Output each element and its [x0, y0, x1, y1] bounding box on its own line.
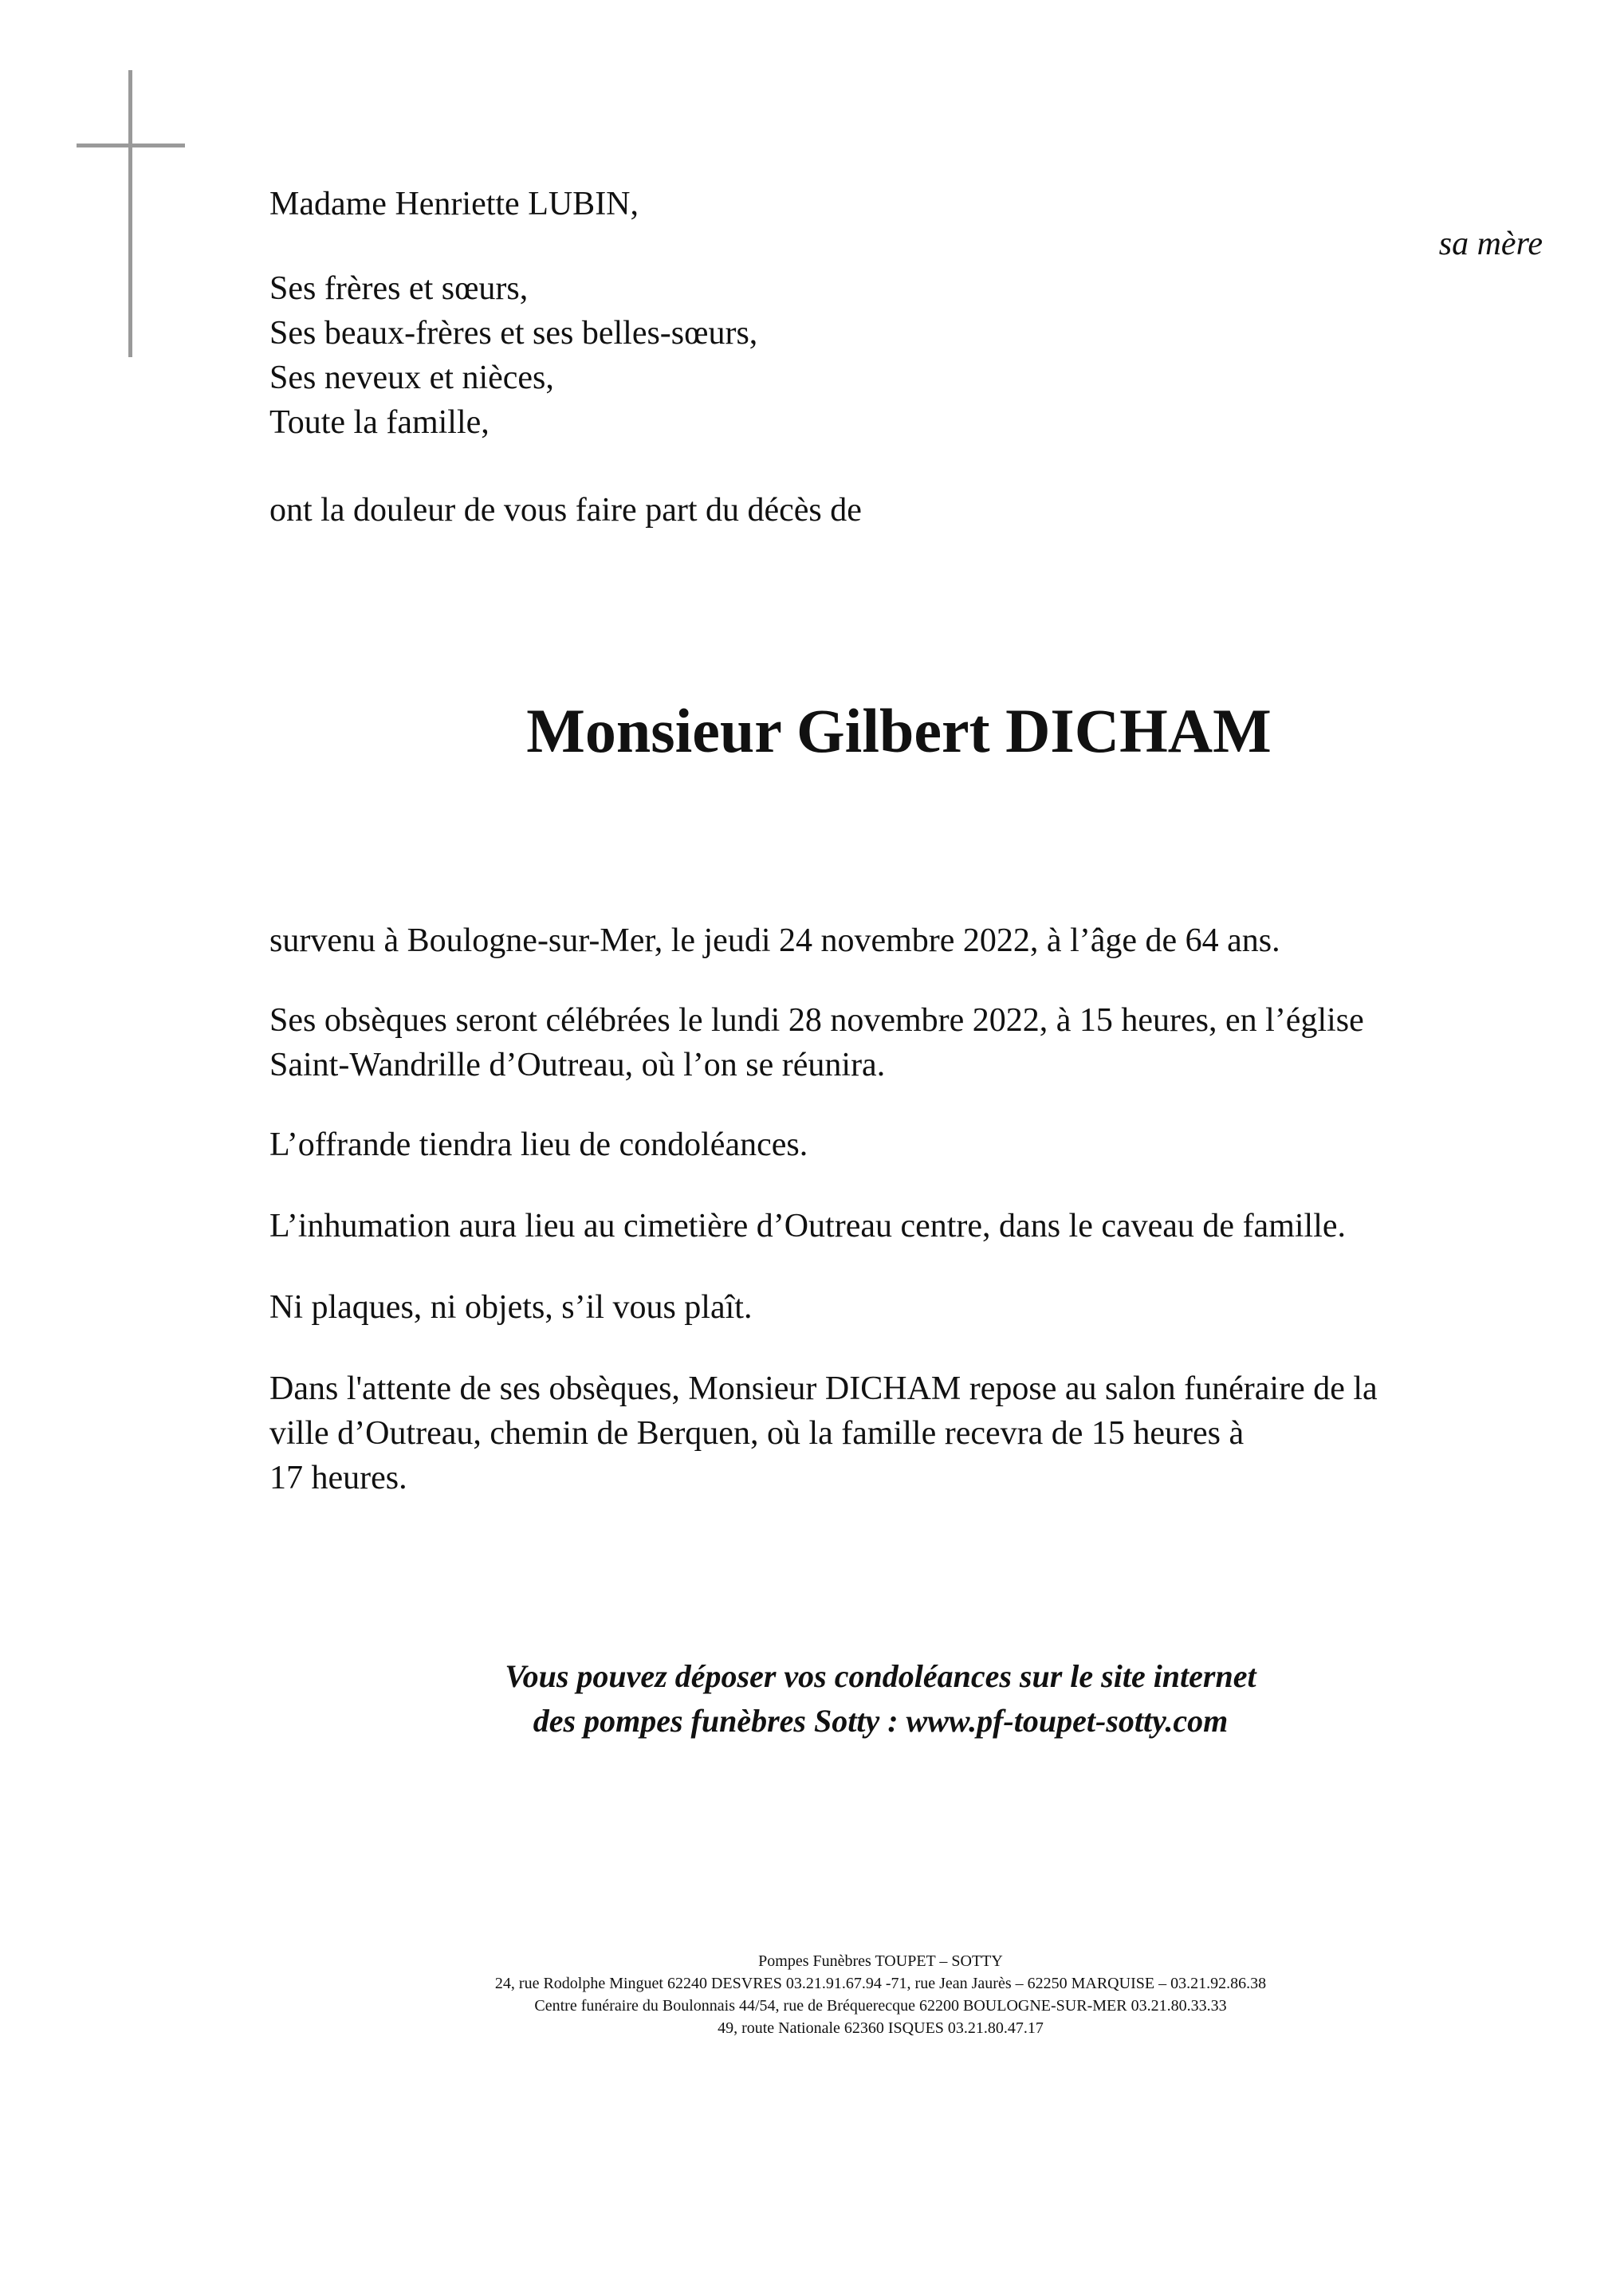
footer-address: 49, route Nationale 62360 ISQUES 03.21.80.47.17 [718, 2019, 1044, 2037]
footer-company: Pompes Funèbres TOUPET – SOTTY [758, 1952, 1003, 1970]
mother-name: Madame Henriette LUBIN, [269, 186, 639, 222]
wake-details-line: ville d’Outreau, chemin de Berquen, où la famille recevra de 15 heures à [269, 1415, 1245, 1452]
burial-text: L’inhumation aura lieu au cimetière d’Outreau centre, dans le caveau de famille. [269, 1208, 1347, 1244]
mother-role: sa mère [1438, 226, 1543, 262]
wake-details-line: 17 heures. [269, 1460, 407, 1496]
footer-address: Centre funéraire du Boulonnais 44/54, rue de Bréquerecque 62200 BOULOGNE-SUR-MER 03.21.80.33.33 [534, 1997, 1227, 2015]
condolences-note-line: Vous pouvez déposer vos condoléances sur le site internet [505, 1658, 1256, 1694]
no-flowers-text: Ni plaques, ni objets, s’il vous plaît. [269, 1289, 753, 1326]
condolences-note-line: des pompes funèbres Sotty : www.pf-toupet-sotty.com [533, 1703, 1229, 1739]
footer-address: 24, rue Rodolphe Minguet 62240 DESVRES 03.21.91.67.94 -71, rue Jean Jaurès – 62250 MARQUISE – 03.21.92.86.38 [494, 1975, 1267, 1992]
relatives-line: Toute la famille, [269, 404, 490, 441]
deceased-name: Monsieur Gilbert DICHAM [526, 696, 1272, 765]
wake-details-line: Dans l'attente de ses obsèques, Monsieur DICHAM repose au salon funéraire de la [269, 1370, 1378, 1407]
funeral-details-line: Saint-Wandrille d’Outreau, où l’on se réunira. [269, 1047, 886, 1083]
relatives-line: Ses frères et sœurs, [269, 270, 529, 307]
announcement-text: ont la douleur de vous faire part du décès de [269, 492, 862, 529]
cross-icon [128, 70, 132, 357]
cross-icon-bar [77, 144, 185, 147]
funeral-details-line: Ses obsèques seront célébrées le lundi 28 novembre 2022, à 15 heures, en l’église [269, 1002, 1364, 1039]
relatives-line: Ses neveux et nièces, [269, 360, 554, 396]
offering-text: L’offrande tiendra lieu de condoléances. [269, 1126, 808, 1163]
death-details: survenu à Boulogne-sur-Mer, le jeudi 24 novembre 2022, à l’âge de 64 ans. [269, 922, 1280, 959]
relatives-line: Ses beaux-frères et ses belles-sœurs, [269, 315, 758, 352]
